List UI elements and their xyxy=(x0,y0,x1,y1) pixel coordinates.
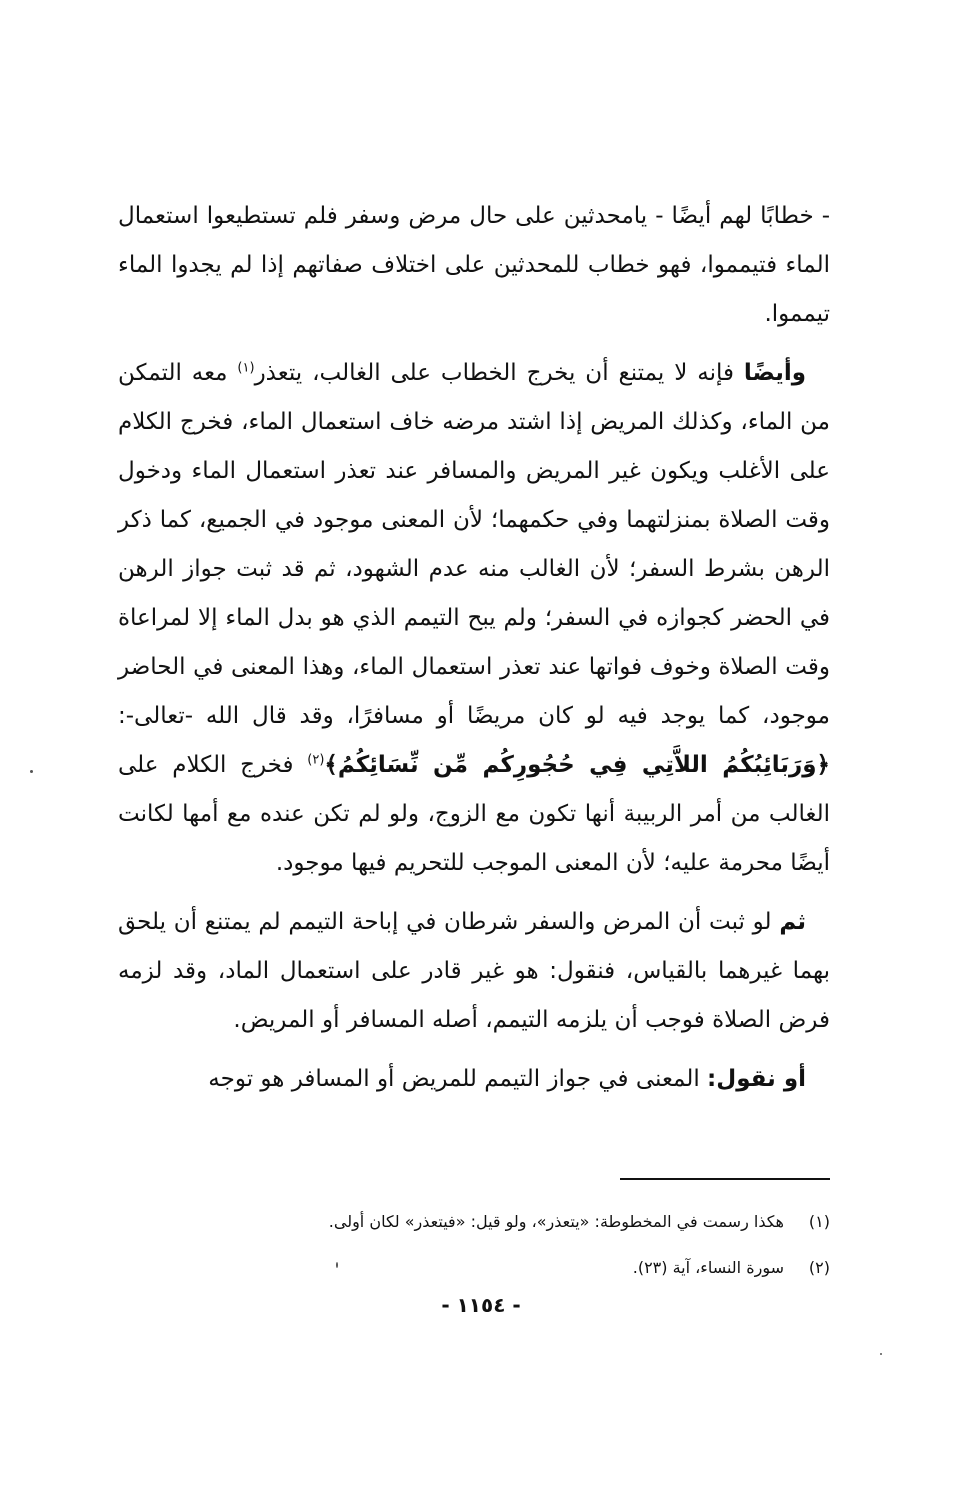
paragraph-4 xyxy=(118,1055,830,1104)
scan-speck xyxy=(336,1262,338,1268)
paragraph-2-lead: وأيضًا xyxy=(743,360,807,386)
paragraph-4-text: المعنى في جواز التيمم للمريض أو المسافر هو توجه xyxy=(208,1066,708,1092)
scan-speck xyxy=(30,770,33,773)
footnote-2 xyxy=(118,1258,830,1278)
paragraph-3 xyxy=(118,898,830,1045)
paragraph-2-text-a: فإنه لا يمتنع أن يخرج الخطاب على الغالب، يتعذر xyxy=(254,360,744,386)
paragraph-3-text: لو ثبت أن المرض والسفر شرطان في إباحة التيمم لم يمتنع أن يلحق بهما غيرهما بالقياس، فنقول: هو غير قادر على استعمال الماد، وقد لزمه فرض الصلاة فوجب أن يلزمه التيمم، أصله المسافر أو المريض. xyxy=(118,909,830,1033)
footnote-2-text: سورة النساء، آية (٢٣). xyxy=(632,1258,784,1277)
paragraph-1-text: - خطابًا لهم أيضًا - يامحدثين على حال مرض وسفر فلم تستطيعوا استعمال الماء فتيمموا، فهو خطاب للمحدثين على اختلاف صفاتهم إذا لم يجدوا الماء تيمموا. xyxy=(118,203,830,327)
footnote-1-text: هكذا رسمت في المخطوطة: «يتعذر»، ولو قيل: «فيتعذر» لكان أولى. xyxy=(328,1212,784,1231)
quran-verse: ﴿وَرَبَائِبُكُمُ اللاَّتِي فِي حُجُورِكُم مِّن نِّسَائِكُمُ﴾ xyxy=(324,752,830,778)
footnotes xyxy=(118,1212,830,1304)
scan-speck xyxy=(880,1353,882,1355)
footnote-1 xyxy=(118,1212,830,1232)
footnote-ref-2: (٢) xyxy=(307,752,325,768)
paragraph-2 xyxy=(118,349,830,888)
page-number: - ١١٥٤ - xyxy=(441,1293,521,1317)
paragraph-1 xyxy=(118,192,830,339)
paragraph-3-lead: ثم xyxy=(779,909,806,935)
main-text xyxy=(118,192,830,1104)
footnote-1-number: (١) xyxy=(808,1212,830,1231)
paragraph-4-lead: أو نقول: xyxy=(707,1066,806,1092)
paragraph-2-text-b: معه التمكن من الماء، وكذلك المريض إذا اشتد مرضه خاف استعمال الماء، فخرج الكلام على الأغلب ويكون غير المريض والمسافر عند تعذر استعمال الماء ودخول وقت الصلاة بمنزلتهما وفي حكمهما؛ لأن المعنى موجود في الجميع، كما ذكر الرهن بشرط السفر؛ لأن الغالب منه عدم الشهود، ثم قد ثبت جواز الرهن في الحضر كجوازه في السفر؛ ولم يبح التيمم الذي هو بدل الماء إلا لمراعاة وقت الصلاة وخوف فواتها عند تعذر استعمال الماء، وهذا المعنى في الحاضر موجود، كما يوجد فيه لو كان مريضًا أو مسافرًا، وقد قال الله -تعالى-: xyxy=(118,360,830,729)
footnote-2-number: (٢) xyxy=(808,1258,830,1277)
paragraph-2-text-c: فخرج الكلام على الغالب من أمر الربيبة أنها تكون مع الزوج، ولو لم تكن عنده مع أمها لكانت أيضًا محرمة عليه؛ لأن المعنى الموجب للتحريم فيها موجود. xyxy=(118,752,830,876)
footnote-separator xyxy=(620,1178,830,1180)
footnote-ref-1: (١) xyxy=(237,360,255,376)
